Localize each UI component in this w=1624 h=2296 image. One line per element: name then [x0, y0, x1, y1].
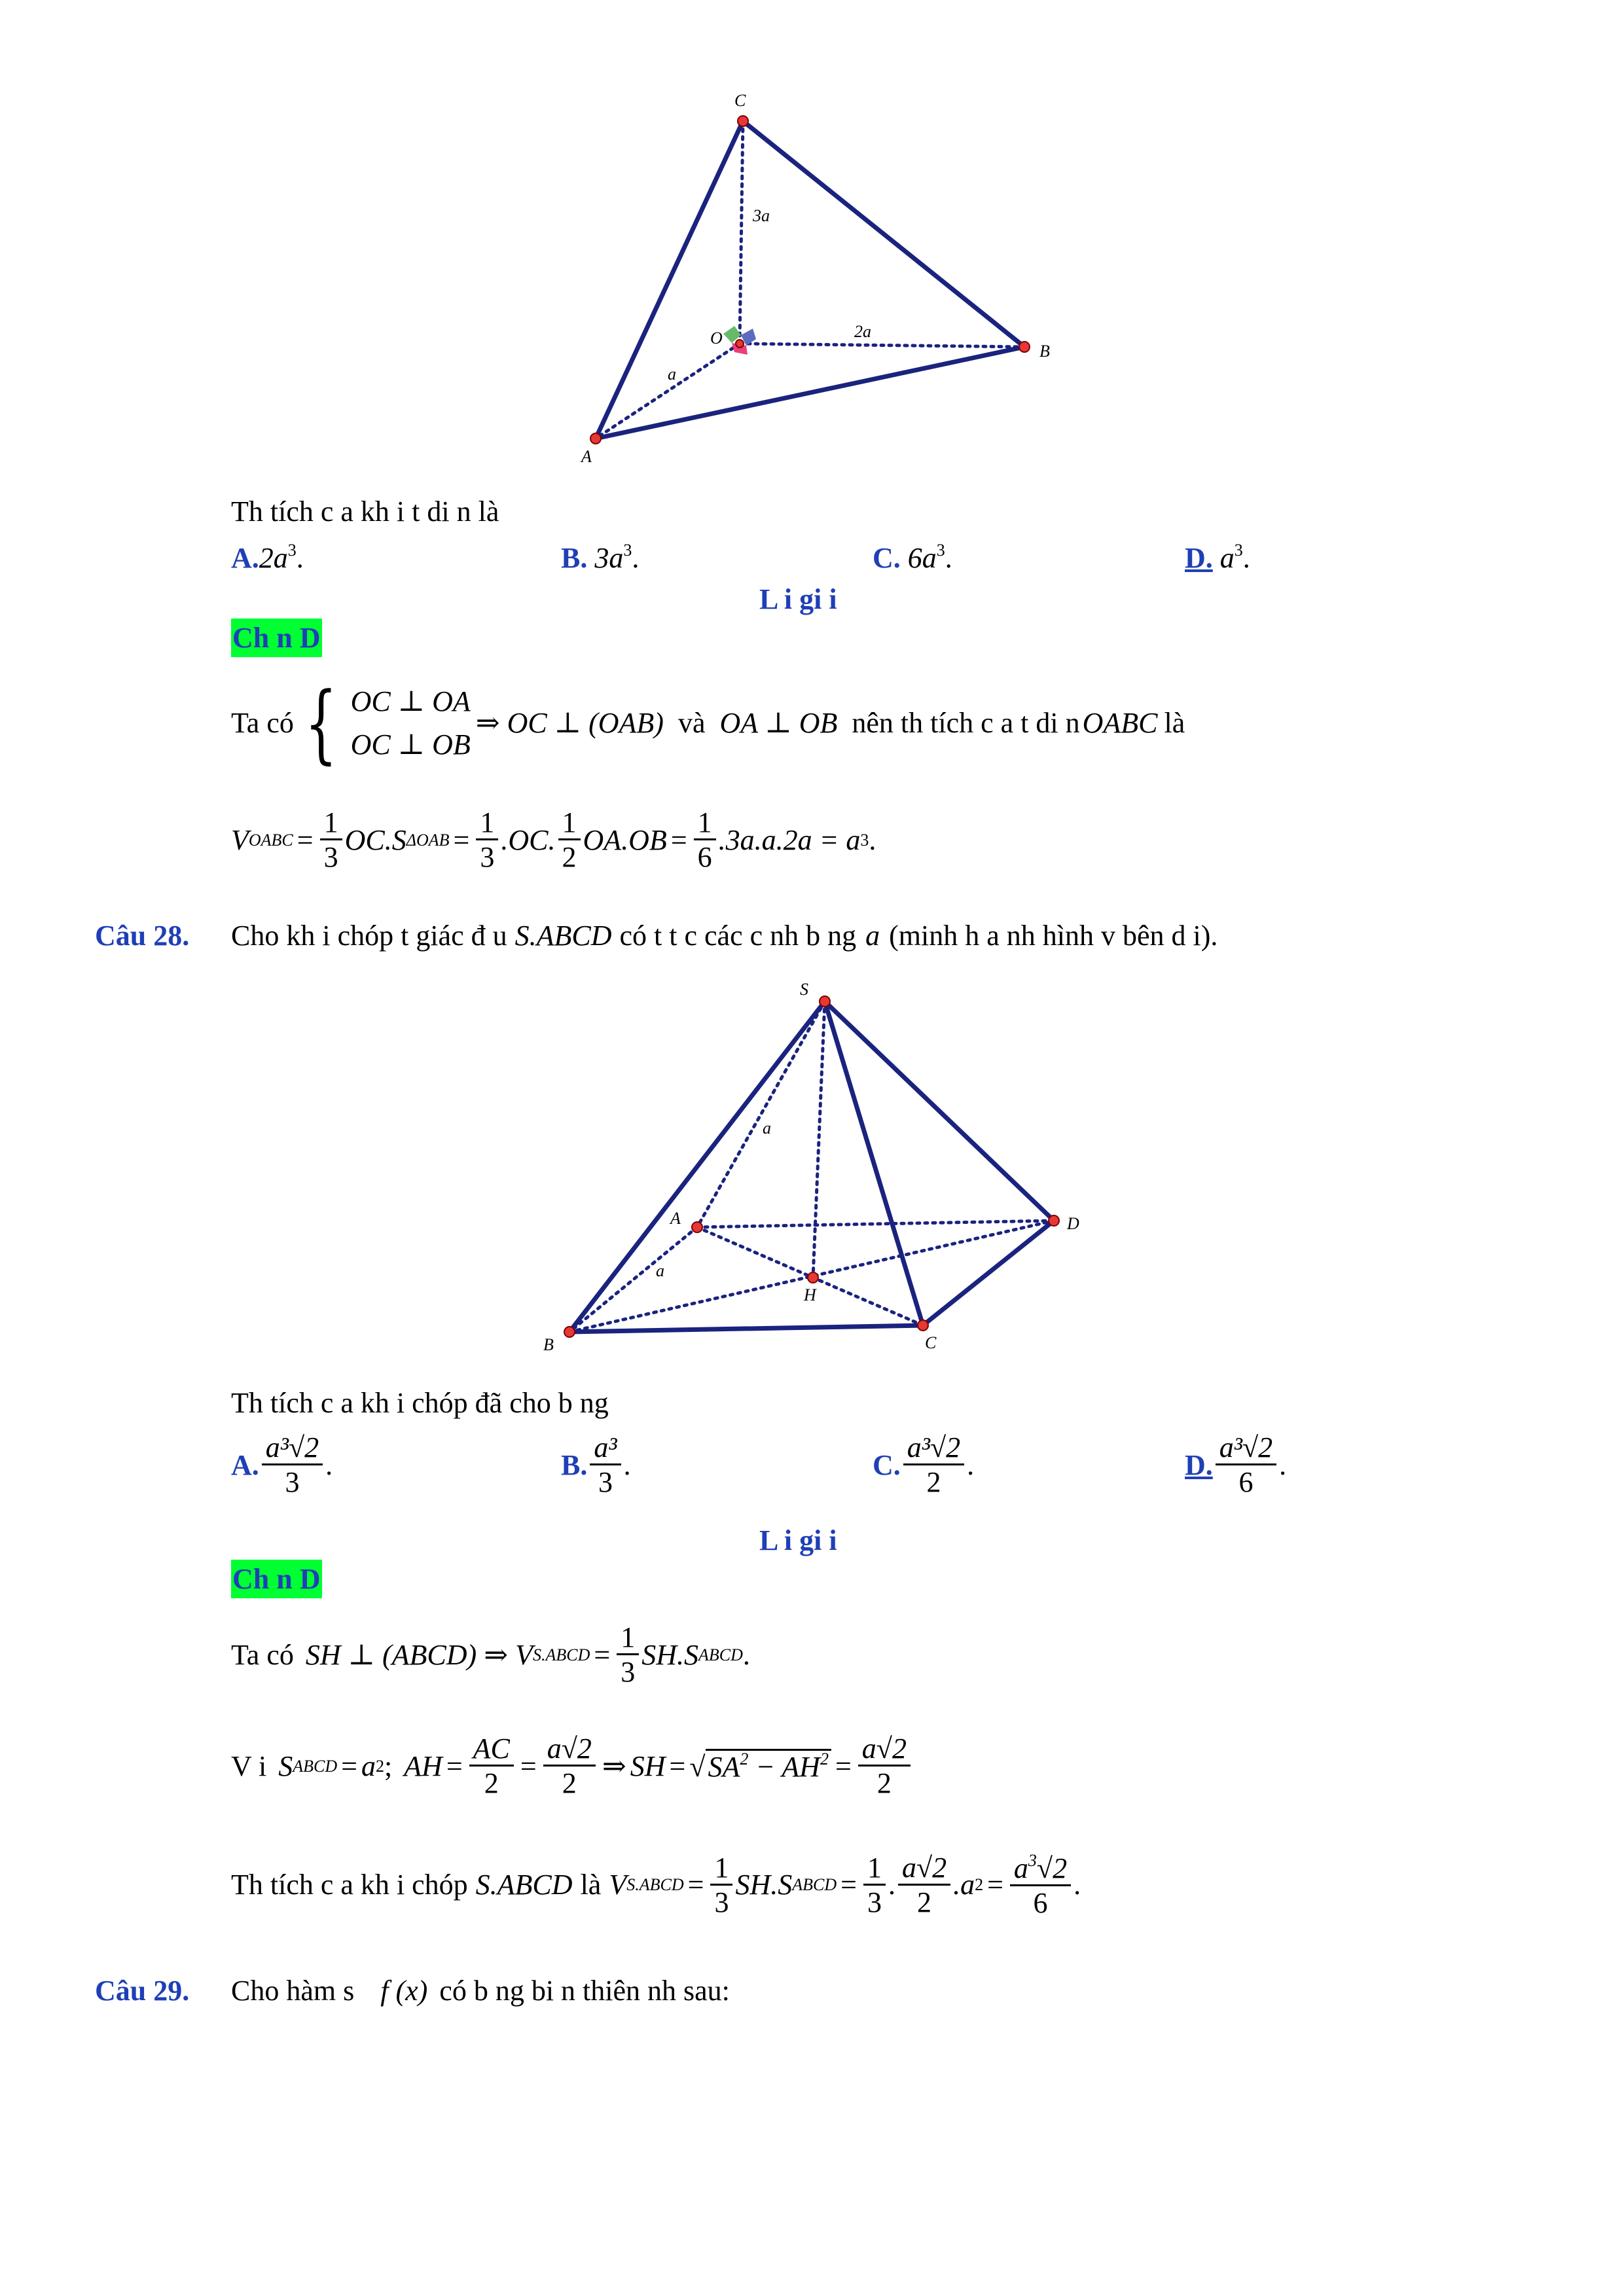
q27-ta-co-line: [231, 673, 1185, 773]
option-exp: 3: [287, 541, 297, 560]
system: [294, 673, 471, 773]
label-s: S: [800, 980, 808, 999]
option-tail: .: [296, 542, 304, 574]
option-label: A.: [231, 1448, 259, 1481]
edge-ca: [596, 121, 743, 439]
option-num: a³√2: [1216, 1433, 1276, 1465]
label-c: C: [734, 92, 746, 110]
q28-stem-c: (minh h a nh hình v bên d i).: [889, 920, 1218, 952]
system-eq-1: OC ⊥ OA: [350, 685, 471, 717]
q28-stem-b: có t t c các c nh b ng: [619, 920, 857, 952]
label-2a: 2a: [854, 322, 871, 341]
implication: ⇒ OC ⊥ (OAB): [475, 707, 664, 739]
point-c: [738, 116, 748, 126]
v-subscript: S.ABCD: [532, 1645, 590, 1664]
label-c: C: [925, 1333, 937, 1352]
option-label: C.: [873, 1448, 901, 1481]
voi: V i: [231, 1749, 267, 1782]
option-label: A.: [231, 542, 259, 574]
edge-sh: [813, 1001, 825, 1278]
option-exp: 3: [623, 541, 632, 560]
label-h: H: [804, 1285, 816, 1304]
final-pyramid: S.ABCD: [475, 1869, 573, 1901]
q28-solution-heading: L i gi i: [759, 1524, 837, 1556]
va: và: [677, 707, 706, 739]
q28-final-line: Th tích c a kh i chóp S.ABCD là V S.ABCD = $\frac{1}{3}$ SH.S ABCD = $\frac{1}{3}$ . $\frac{a√2}{2}$ .a 2 = $\frac{a^3√2}{6}$ .: [231, 1851, 1081, 1919]
q28-stem: [95, 922, 1218, 950]
final-la: là: [580, 1869, 602, 1901]
option-den: 3: [285, 1466, 300, 1498]
tet-name: OABC: [1082, 707, 1158, 739]
option-tail: .: [1242, 542, 1250, 574]
nen-text: nên th tích c a t di n: [852, 707, 1080, 739]
v-subscript: OABC: [248, 830, 293, 850]
option-label: B.: [561, 542, 588, 574]
label-a: A: [670, 1209, 681, 1228]
q28-option-a[interactable]: A. $\frac{\text{a³√2}}{3}$ .: [231, 1431, 333, 1498]
option-num: a³√2: [903, 1433, 964, 1465]
option-num: a³: [590, 1433, 621, 1465]
option-den: 2: [926, 1466, 941, 1498]
q28-number: Câu 28.: [95, 920, 190, 952]
label-a: A: [581, 447, 592, 466]
q27-answer-badge: Ch n D: [231, 619, 322, 657]
edge-ab: [596, 347, 1024, 439]
q29-fx: f (x): [380, 1975, 428, 2007]
q28-stem-a: Cho kh i chóp t giác đ u: [231, 920, 507, 952]
q29-stem-a: Cho hàm s: [231, 1975, 355, 2007]
point-b: [1019, 342, 1030, 352]
label-o: O: [710, 329, 723, 348]
edge-oc: [740, 121, 743, 344]
point-a: [590, 433, 601, 444]
q28-pyramid: S.ABCD: [514, 920, 612, 952]
q28-voi-line: V i S ABCD = a 2 ; AH = $\frac{AC}{2}$ = $\frac{a√2}{2}$ ⇒ SH = $√SA^2 - AH^2$ = $\frac{a√2}{2}$: [231, 1734, 913, 1798]
system-eq-2: OC ⊥ OB: [350, 728, 471, 761]
pyramid-figure: [530, 975, 1093, 1374]
q28-option-c[interactable]: C. $\frac{\text{a³√2}}{2}$ .: [873, 1431, 975, 1498]
q29-stem-b: có b ng bi n thiên nh sau:: [439, 1975, 730, 2007]
point-a: [692, 1222, 702, 1232]
label-b: B: [543, 1335, 554, 1354]
option-value: 2a: [259, 542, 288, 574]
label-d: D: [1067, 1214, 1079, 1233]
option-value: 6a: [907, 542, 937, 574]
option-tail: .: [632, 542, 640, 574]
option-label: B.: [561, 1448, 588, 1481]
q28-ta-co-line: Ta có SH ⊥ (ABCD) ⇒ V S.ABCD = $\frac{1}{3}$ SH.S ABCD .: [231, 1621, 750, 1688]
edge-sa: [697, 1001, 825, 1227]
perp-oa-ob: OA ⊥ OB: [719, 707, 838, 739]
label-3a: 3a: [753, 206, 770, 225]
q29-stem: [95, 1977, 730, 2005]
edge-cd: [923, 1221, 1054, 1325]
v-rest: .3a.a.2a = a: [718, 823, 861, 856]
q28-option-b[interactable]: B. $\frac{\text{a³}}{3}$ .: [561, 1431, 631, 1498]
option-den: 3: [598, 1466, 613, 1498]
point-c: [918, 1320, 928, 1331]
q27-solution-heading: L i gi i: [759, 583, 837, 615]
final-text: Th tích c a kh i chóp: [231, 1869, 468, 1901]
q28-var-a: a: [865, 920, 880, 952]
brace: {: [304, 673, 338, 773]
option-value: 3a: [594, 542, 624, 574]
q28-answer-badge: Ch n D: [231, 1560, 322, 1598]
sh-perp: SH ⊥ (ABCD) ⇒ V: [305, 1638, 533, 1671]
label-b: B: [1039, 342, 1050, 361]
option-label: D.: [1185, 542, 1213, 574]
edge-ad: [697, 1221, 1054, 1227]
label-sa-len: a: [763, 1119, 771, 1138]
tetrahedron-figure: [563, 92, 1074, 471]
option-num: a³√2: [262, 1433, 323, 1465]
q27-option-b[interactable]: [561, 542, 639, 573]
q27-option-c[interactable]: [873, 542, 952, 573]
v-symbol: V: [231, 823, 249, 856]
point-o: [736, 340, 744, 348]
edge-cb: [743, 121, 1024, 347]
option-den: 6: [1238, 1466, 1254, 1498]
option-label: C.: [873, 542, 901, 574]
option-value: a: [1219, 542, 1235, 574]
option-label: D.: [1185, 1448, 1213, 1481]
la: là: [1164, 707, 1185, 739]
label-a-oa: a: [668, 365, 676, 384]
ta-co: Ta có: [231, 1638, 294, 1671]
edge-ob: [740, 344, 1024, 347]
ta-co: Ta có: [231, 707, 294, 739]
q27-volume-formula: V OABC = $\frac{1}{3}$ OC.S ΔOAB = $\frac{1}{3}$ .OC. $\frac{1}{2}$ OA.OB = $\frac{1}{6}$ .3a.a.2a = a 3 .: [231, 806, 876, 873]
point-s: [820, 996, 830, 1007]
point-b: [564, 1327, 575, 1337]
q29-number: Câu 29.: [95, 1975, 190, 2007]
q27-option-a[interactable]: [231, 542, 304, 573]
point-d: [1049, 1215, 1059, 1226]
edge-bc: [569, 1325, 923, 1332]
q28-volume-prompt: Th tích c a kh i chóp đã cho b ng: [231, 1387, 609, 1419]
label-ab-len: a: [656, 1261, 664, 1280]
q28-option-d[interactable]: D. $\frac{\text{a³√2}}{6}$ .: [1185, 1431, 1287, 1498]
option-exp: 3: [1234, 541, 1243, 560]
option-tail: .: [945, 542, 952, 574]
q27-option-d[interactable]: [1185, 542, 1250, 573]
point-h: [808, 1272, 818, 1283]
q27-stem: Th tích c a kh i t di n là: [231, 495, 499, 528]
option-exp: 3: [936, 541, 945, 560]
